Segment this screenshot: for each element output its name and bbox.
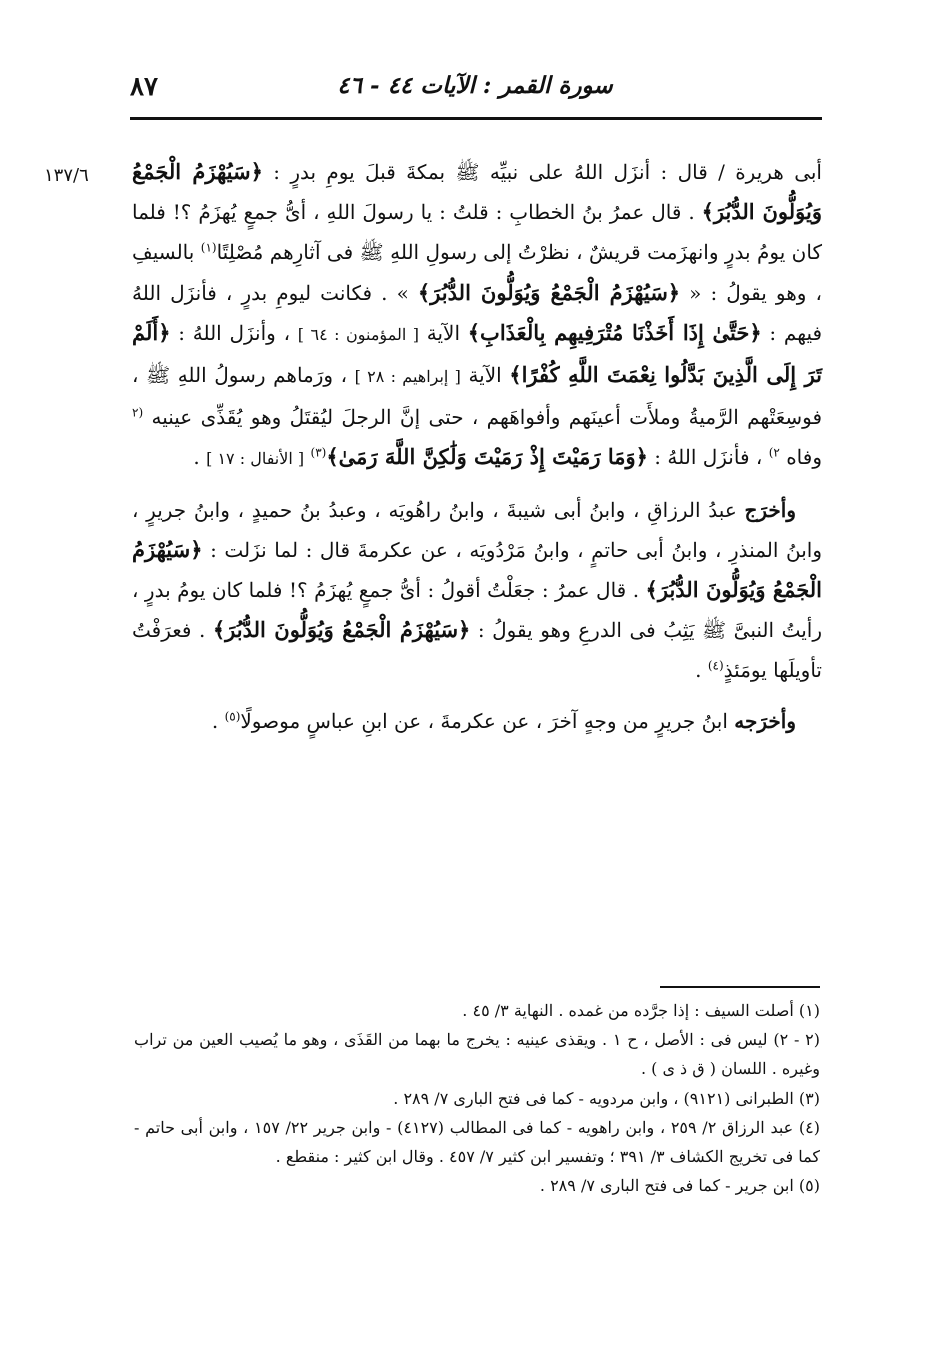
text-run: الآية bbox=[419, 320, 468, 345]
main-text bbox=[132, 152, 822, 741]
text-run: . bbox=[193, 445, 207, 470]
footnote-marker: (٣) bbox=[310, 445, 327, 460]
footnote-marker: ٢) bbox=[768, 445, 780, 460]
quran-verse: ﴿سَيُهْزَمُ الْجَمْعُ وَيُوَلُّونَ الدُّبُرَ﴾ bbox=[212, 617, 471, 643]
verse-reference: [ إبراهيم : ٢٨ ] bbox=[354, 367, 461, 387]
text-run: » . فكانت ليومِ بدرٍ ، فأنزَل اللهُ فيهم : bbox=[132, 280, 823, 345]
text-run: أبى هريرة / قال : أنزَل اللهُ على نبيِّه ﷺ بمكةَ قبلَ يومِ بدرٍ : bbox=[262, 160, 822, 184]
text-run: بالسيفِ ، وهو يقولُ : « bbox=[132, 240, 822, 305]
quran-verse: ﴿حَتَّىٰ إِذَا أَخَذْنَا مُتْرَفِيهِم بِالْعَذَابِ﴾ bbox=[467, 319, 762, 345]
text-run: ، ورَماهم رسولُ اللهِ ﷺ ، فوسِعَتْهم الرَّميةُ وملأَت أعينَهم وأفواهَهم ، حتى إنَّ الرجلَ ليُقتَلُ وهو يُقَذِّى عينيه bbox=[132, 363, 822, 430]
page-number: ٨٧ bbox=[130, 72, 158, 102]
text-run: . قال عمرُ بنُ الخطابِ : قلتُ : يا رسولَ اللهِ ، أىُّ جمعٍ يُهزَمُ ؟! فلما كان يومُ بدرٍ وانهزَمت قريشٌ ، نظرْتُ إلى رسولِ اللهِ ﷺ فى آثارِهم مُصْلِتًا bbox=[132, 200, 822, 265]
verse-reference: [ المؤمنون : ٦٤ ] bbox=[297, 324, 419, 344]
paragraph-2 bbox=[132, 490, 822, 691]
text-run: ابنُ جريرٍ من وجهٍ آخرَ ، عن عكرمةَ ، عن ابنِ عباسٍ موصولًا bbox=[240, 708, 735, 733]
text-run: الآية bbox=[460, 363, 510, 388]
quran-verse: ﴿سَيُهْزَمُ الْجَمْعُ وَيُوَلُّونَ الدُّبُرَ﴾ bbox=[132, 536, 822, 603]
paragraph-3 bbox=[132, 701, 822, 741]
footnote-rule bbox=[660, 986, 820, 988]
lead-word: وأخرَج bbox=[744, 497, 796, 522]
margin-reference: ١٣٧/٦ bbox=[44, 165, 89, 186]
text-run: وفاه bbox=[779, 445, 822, 470]
footnote-1: (١) أصلت السيف : إذا جرَّده من غمده . النهاية ٣/ ٤٥ . bbox=[462, 1001, 820, 1020]
text-run: ، وأنزَل اللهُ : bbox=[170, 320, 298, 345]
running-title: سورة القمر : الآيات ٤٤ - ٤٦ bbox=[337, 72, 613, 99]
quran-verse: ﴿سَيُهْزَمُ الْجَمْعُ وَيُوَلُّونَ الدُّبُرَ﴾ bbox=[132, 159, 822, 225]
text-run: . bbox=[211, 708, 225, 733]
quran-verse: ﴿وَمَا رَمَيْتَ إِذْ رَمَيْتَ وَلَٰكِنَّ اللَّهَ رَمَىٰ﴾ bbox=[326, 444, 648, 470]
lead-word: وأخرَجه bbox=[734, 708, 796, 733]
footnote-marker: (٤) bbox=[707, 658, 724, 673]
footnote-2: (٢ - ٢) ليس فى : الأصل ، ح ١ . ويقذى عينيه : يخرج ما بهما من القَذَى ، وهو ما يُصيب العين من تراب وغيره . اللسان ( ق ذ ى ) . bbox=[134, 1030, 821, 1079]
footnote-marker: (٢ bbox=[132, 405, 144, 420]
paragraph-1 bbox=[132, 152, 822, 480]
text-run: عبدُ الرزاقِ ، وابنُ أبى شيبةَ ، وابنُ راهُويَه ، وعبدُ بنُ حميدٍ ، وابنُ جريرٍ ، وابنُ المنذرِ ، وابنُ أبى حاتمٍ ، وابنُ مَرْدُويَه ، عن عكرمةَ قال : لما نزَلت : bbox=[132, 497, 822, 562]
page-header bbox=[130, 66, 820, 116]
text-run: . فعرَفْتُ تأويلَها يومَئذٍ bbox=[132, 618, 822, 683]
verse-reference: [ الأنفال : ١٧ ] bbox=[206, 449, 305, 469]
quran-verse: ﴿أَلَمْ تَرَ إِلَى الَّذِينَ بَدَّلُوا نِعْمَتَ اللَّهِ كُفْرًا﴾ bbox=[132, 319, 823, 388]
footnote-5: (٥) ابن جرير - كما فى فتح البارى ٧/ ٢٨٩ . bbox=[539, 1176, 820, 1196]
header-rule bbox=[130, 117, 822, 120]
text-run: . قال عمرُ : جعَلْتُ أقولُ : أىُّ جمعٍ يُهزَمُ ؟! فلما كان يومُ بدرٍ ، رأيتُ النبىَّ ﷺ يَثِبُ فى الدرعِ وهو يقولُ : bbox=[132, 578, 822, 643]
footnote-4: (٤) عبد الرزاق ٢/ ٢٥٩ ، وابن راهويه - كما فى المطالب (٤١٢٧) - وابن جرير ٢٢/ ١٥٧ ، وابن أبى حاتم - كما فى تخريج الكشاف ٣/ ٣٩١ ؛ وتفسير ابن كثير ٧/ ٤٥٧ . وقال ابن كثير : منقطع . bbox=[134, 1117, 821, 1167]
text-run: ، فأنزَل اللهُ : bbox=[647, 445, 769, 470]
footnote-3: (٣) الطبرانى (٩١٢١) ، وابن مردويه - كما فى فتح البارى ٧/ ٢٨٩ . bbox=[393, 1088, 820, 1108]
footnotes bbox=[134, 996, 820, 1200]
quran-verse: ﴿سَيُهْزَمُ الْجَمْعُ وَيُوَلُّونَ الدُّبُرَ﴾ bbox=[417, 279, 681, 305]
footnote-marker: (٥) bbox=[224, 708, 241, 723]
footnote-marker: (١) bbox=[200, 240, 217, 255]
text-run: . bbox=[695, 658, 708, 683]
